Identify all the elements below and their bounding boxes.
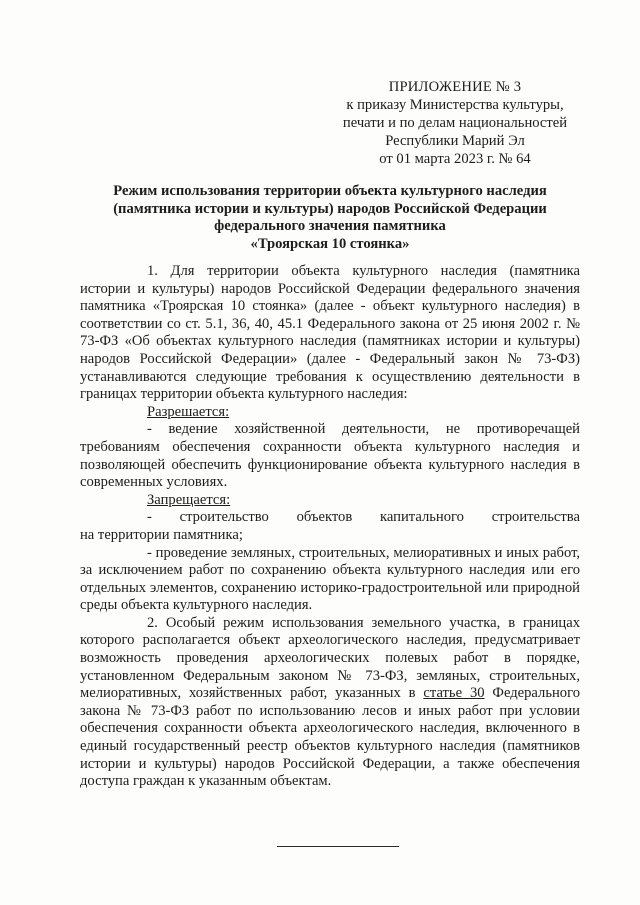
prohibited-item-2: - проведение земляных, строительных, мелиоративных и иных работ, за исключением работ по сохранению объекта культурного наследия или его отдельных элементов, сохранению историко-градостроительной или природной среды объекта культурного наследия. (80, 544, 580, 614)
appendix-republic-line: Республики Марий Эл (385, 133, 525, 149)
prohibited-item-1-word: капитального (380, 509, 464, 526)
allowed-item-1: - ведение хозяйственной деятельности, не противоречащей требованиям обеспечения сохранности объекта культурного наследия и позволяющей обеспечить функционирование объекта культурного наследия в современных условиях. (80, 421, 580, 491)
section-1-paragraph: 1. Для территории объекта культурного наследия (памятника истории и культуры) народов Российской Федерации федерального значения памятника «Троярская 10 стоянка» (далее - объект культурного наследия) в соответствии со ст. 5.1, 36, 40, 45.1 Федерального закона от 25 июня 2002 г. № 73-ФЗ «Об объектах культурного наследия (памятниках истории и культуры) народов Российской Федерации» (далее - Федеральный закон № 73-ФЗ) устанавливаются следующие требования к осуществлению деятельности в границах территории объекта культурного наследия: (80, 263, 580, 403)
appendix-number: ПРИЛОЖЕНИЕ № 3 (388, 79, 522, 95)
document-body (80, 263, 580, 791)
appendix-ministry-line: печати и по делам национальностей (342, 115, 568, 131)
title-line-1: Режим использования территории объекта культурного наследия (113, 183, 547, 199)
prohibited-heading: Запрещается: (147, 491, 231, 508)
prohibited-item-1-word: объектов (296, 509, 353, 526)
title-line-2: (памятника истории и культуры) народов Российской Федерации (113, 200, 547, 217)
title-line-3: федерального значения памятника (214, 218, 446, 234)
prohibited-item-1-word: строительство (179, 509, 269, 526)
document-title (80, 183, 580, 253)
appendix-header (330, 78, 580, 168)
prohibited-item-1-continuation: на территории памятника; (80, 526, 243, 543)
allowed-heading: Разрешается: (147, 403, 230, 420)
section-2-paragraph (80, 615, 580, 791)
prohibited-item-1-word: строительства (491, 509, 580, 526)
section-2-text-end: Федерального закона № 73-ФЗ работ по использованию лесов и иных работ при условии обеспечения сохранности объекта археологического наследия, включенного в единый государственный реестр объектов культурного наследия (памятников истории и культуры) народов Российской Федерации, а также обеспечения доступа граждан к указанным объектам. (80, 685, 581, 790)
article-30-link[interactable]: статье 30 (423, 685, 485, 702)
title-line-4: «Троярская 10 стоянка» (250, 235, 410, 252)
appendix-date-line: от 01 марта 2023 г. № 64 (379, 151, 531, 167)
closing-divider (277, 846, 399, 847)
prohibited-item-1-line (80, 509, 580, 527)
section-2-text-start: 2. Особый режим использования земельного участка, в границах которого располагается объект археологического наследия, предусматривает возможность проведения археологических полевых работ в порядке, установленном Федеральным законом № 73-ФЗ, земляных, строительных, мелиоративных, хозяйственных работ, указанных в (80, 614, 580, 702)
appendix-order-line: к приказу Министерства культуры, (346, 97, 564, 113)
prohibited-item-1-word: - (147, 509, 152, 526)
